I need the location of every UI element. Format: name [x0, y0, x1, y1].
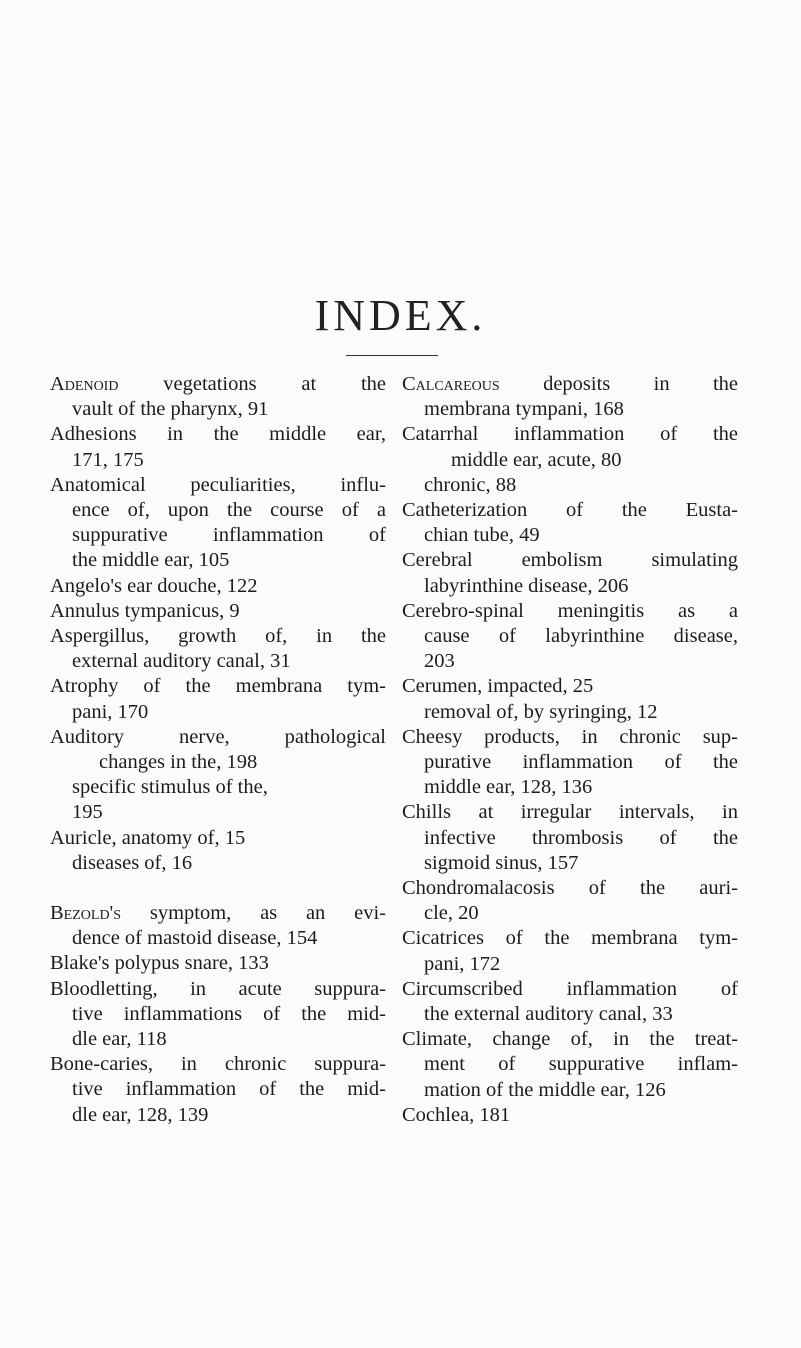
- entry-line: removal of, by syringing, 12: [424, 700, 658, 723]
- entry-line: pani, 170: [72, 700, 149, 723]
- entry-line: labyrinthine disease, 206: [424, 574, 629, 597]
- entry-lead-word: Adenoid: [50, 373, 119, 395]
- index-entry-cerumen: [402, 674, 738, 724]
- index-entry-climate: [402, 1027, 738, 1103]
- index-entry-atrophy: [50, 674, 386, 724]
- entry-line: Auricle, anatomy of, 15: [50, 826, 246, 849]
- entry-line: vault of the pharynx, 91: [72, 398, 269, 421]
- index-entry-bone-caries: [50, 1052, 386, 1128]
- entry-line: Circumscribed inflammation of: [402, 977, 738, 1000]
- entry-line: the external auditory canal, 33: [424, 1003, 673, 1026]
- entry-line: Angelo's ear douche, 122: [50, 574, 258, 597]
- entry-line: 171, 175: [72, 448, 144, 471]
- entry-lead-word: Bezold's: [50, 902, 122, 925]
- index-entry-blake: [50, 951, 386, 976]
- entry-line: Cerebro-spinal meningitis as a: [402, 599, 738, 622]
- entry-line: chronic, 88: [424, 473, 517, 496]
- entry-line: infective thrombosis of the: [424, 826, 738, 849]
- index-entry-auditory-nerve: [50, 725, 386, 826]
- entry-line: Blake's polypus snare, 133: [50, 952, 269, 975]
- title-rule: [346, 355, 438, 356]
- entry-line: Cicatrices of the membrana tym-: [402, 927, 738, 950]
- index-entry-cerebral-embolism: [402, 548, 738, 598]
- index-column-left: [50, 372, 386, 1128]
- index-entry-adhesions: [50, 422, 386, 472]
- entry-line: dle ear, 128, 139: [72, 1103, 209, 1126]
- index-entry-catarrhal: [402, 422, 738, 498]
- index-entry-bezold: Bezold's symptom, as an evi- dence of mastoid disease, 154: [50, 901, 386, 951]
- index-entry-annulus: [50, 599, 386, 624]
- index-entry-cerebro-spinal: [402, 599, 738, 675]
- entry-line: external auditory canal, 31: [72, 650, 291, 673]
- entry-line: middle ear, 128, 136: [424, 776, 593, 799]
- index-entry-catheterization: [402, 498, 738, 548]
- entry-line: dle ear, 118: [72, 1028, 167, 1051]
- index-entry-adenoid: Adenoid vegetations at the vault of the pharynx, 91: [50, 372, 386, 422]
- index-entry-bloodletting: [50, 977, 386, 1053]
- entry-line: Annulus tympanicus, 9: [50, 599, 240, 622]
- letter-section-gap: [50, 876, 386, 901]
- entry-line: Cerumen, impacted, 25: [402, 675, 594, 698]
- entry-line: diseases of, 16: [72, 851, 193, 874]
- entry-line: cause of labyrinthine disease,: [424, 625, 738, 648]
- entry-line: Cerebral embolism simulating: [402, 549, 738, 572]
- index-entry-anatomical: [50, 473, 386, 574]
- entry-line: specific stimulus of the,: [72, 776, 268, 799]
- index-entry-chondromalacosis: [402, 876, 738, 926]
- entry-line: suppurative inflammation of: [72, 524, 386, 547]
- entry-line: membrana tympani, 168: [424, 398, 624, 421]
- index-entry-calcareous: Calcareous deposits in the membrana tympani, 168: [402, 372, 738, 422]
- entry-line: mation of the middle ear, 126: [424, 1078, 666, 1101]
- entry-line: 203: [424, 650, 455, 673]
- index-entry-cicatrices: [402, 926, 738, 976]
- entry-line: pani, 172: [424, 952, 501, 975]
- entry-line: Auditory nerve, pathological: [50, 725, 386, 748]
- index-column-right: [402, 372, 738, 1128]
- entry-line: Atrophy of the membrana tym-: [50, 675, 386, 698]
- entry-line: Anatomical peculiarities, influ-: [50, 473, 386, 496]
- entry-line: Cochlea, 181: [402, 1103, 511, 1126]
- index-entry-angelo: [50, 574, 386, 599]
- entry-line: Chondromalacosis of the auri-: [402, 877, 738, 900]
- index-entry-aspergillus: [50, 624, 386, 674]
- entry-line: 195: [72, 801, 103, 824]
- entry-line: chian tube, 49: [424, 524, 540, 547]
- entry-lead-word: Calcareous: [402, 373, 500, 395]
- entry-line: purative inflammation of the: [424, 751, 738, 774]
- entry-line: Chills at irregular intervals, in: [402, 801, 738, 824]
- index-entry-auricle: [50, 826, 386, 876]
- entry-line: sigmoid sinus, 157: [424, 851, 579, 874]
- entry-line: the middle ear, 105: [72, 549, 230, 572]
- entry-line: Climate, change of, in the treat-: [402, 1028, 738, 1051]
- entry-line: ment of suppurative inflam-: [424, 1053, 738, 1076]
- entry-line: Aspergillus, growth of, in the: [50, 625, 386, 648]
- entry-line: Catarrhal inflammation of the: [402, 423, 738, 446]
- entry-line: Bloodletting, in acute suppura-: [50, 977, 386, 1000]
- entry-line: cle, 20: [424, 902, 479, 925]
- index-entry-cochlea: [402, 1103, 738, 1128]
- entry-line: ence of, upon the course of a: [72, 499, 386, 522]
- entry-line: middle ear, acute, 80: [451, 448, 622, 471]
- entry-line: tive inflammations of the mid-: [72, 1002, 386, 1025]
- entry-line: changes in the, 198: [99, 751, 258, 774]
- index-entry-cheesy: [402, 725, 738, 801]
- entry-line: Adhesions in the middle ear,: [50, 423, 386, 446]
- entry-line: Cheesy products, in chronic sup-: [402, 725, 738, 748]
- entry-line: tive inflammation of the mid-: [72, 1078, 386, 1101]
- entry-line: Bone-caries, in chronic suppura-: [50, 1053, 386, 1076]
- index-entry-circumscribed: [402, 977, 738, 1027]
- index-entry-chills: [402, 800, 738, 876]
- page-title: INDEX.: [314, 291, 487, 340]
- entry-line: Catheterization of the Eusta-: [402, 499, 738, 522]
- entry-line: dence of mastoid disease, 154: [72, 927, 318, 950]
